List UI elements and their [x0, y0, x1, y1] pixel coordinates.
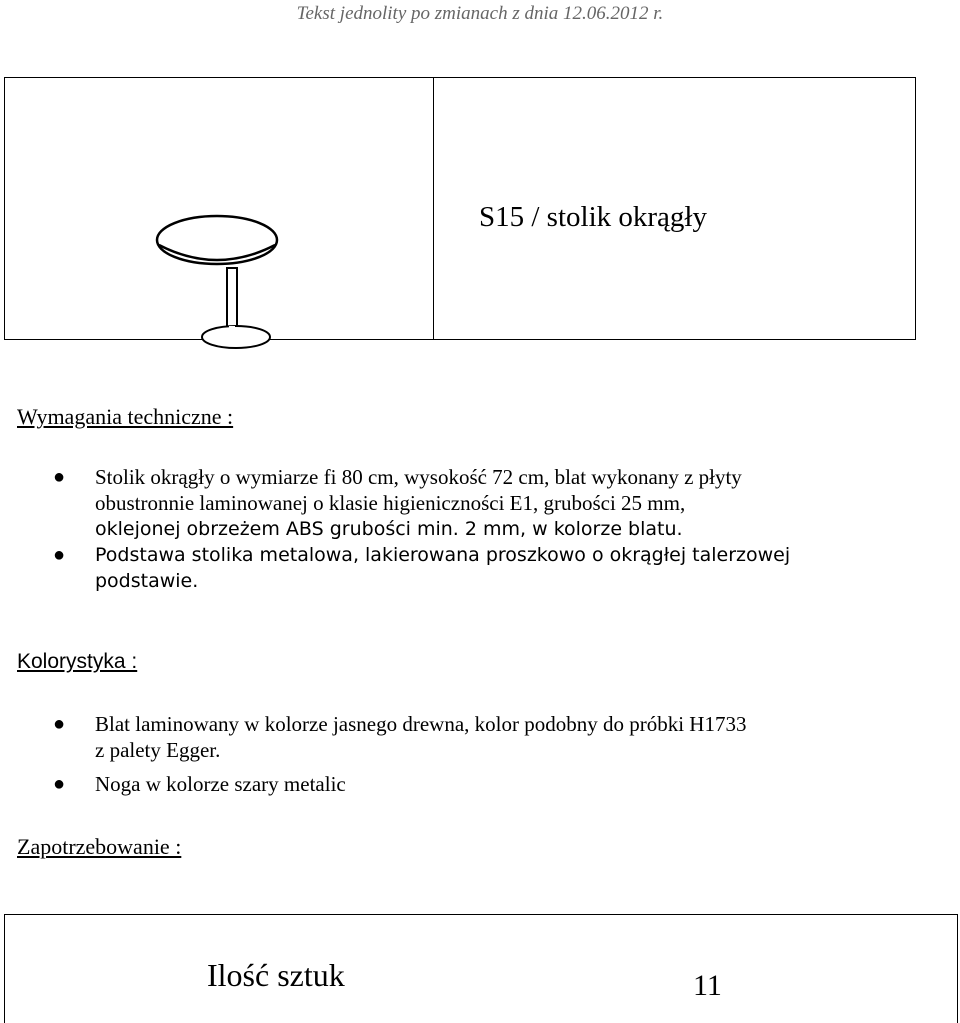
list-item-line: obustronnie laminowanej o klasie higieniczności E1, grubości 25 mm, — [95, 491, 686, 515]
list-item — [0, 711, 940, 763]
list-item-line: podstawie. — [95, 570, 199, 592]
list-item — [0, 771, 940, 797]
list-item-line: Blat laminowany w kolorze jasnego drewna, kolor podobny do próbki H1733 — [95, 712, 747, 736]
technical-requirements-list — [0, 464, 940, 594]
product-title-cell — [434, 78, 915, 339]
demand-heading: Zapotrzebowanie : — [17, 834, 182, 859]
bullet-icon: ● — [53, 544, 66, 566]
quantity-value: 11 — [693, 969, 722, 1002]
technical-requirements-heading: Wymagania techniczne : — [17, 404, 234, 429]
quantity-label: Ilość sztuk — [207, 957, 345, 993]
list-item — [0, 464, 940, 542]
product-image-cell — [5, 78, 434, 339]
round-table-icon — [153, 213, 283, 353]
bullet-icon: ● — [53, 773, 66, 795]
colors-heading: Kolorystyka : — [17, 650, 138, 673]
quantity-table — [4, 914, 958, 1023]
colors-list — [0, 711, 940, 797]
bullet-icon: ● — [53, 466, 66, 488]
list-item-line: Noga w kolorze szary metalic — [95, 772, 346, 796]
list-item-line: z palety Egger. — [95, 738, 221, 762]
product-title: S15 / stolik okrągły — [479, 201, 707, 233]
product-table — [4, 77, 916, 340]
list-item-line: oklejonej obrzeżem ABS grubości min. 2 mm, w kolorze blatu. — [95, 518, 683, 540]
list-item-line: Podstawa stolika metalowa, lakierowana proszkowo o okrągłej talerzowej — [95, 544, 791, 566]
list-item — [0, 542, 940, 594]
bullet-icon: ● — [53, 713, 66, 735]
page-header: Tekst jednolity po zmianach z dnia 12.06.2012 r. — [296, 3, 664, 24]
list-item-line: Stolik okrągły o wymiarze fi 80 cm, wysokość 72 cm, blat wykonany z płyty — [95, 465, 742, 489]
